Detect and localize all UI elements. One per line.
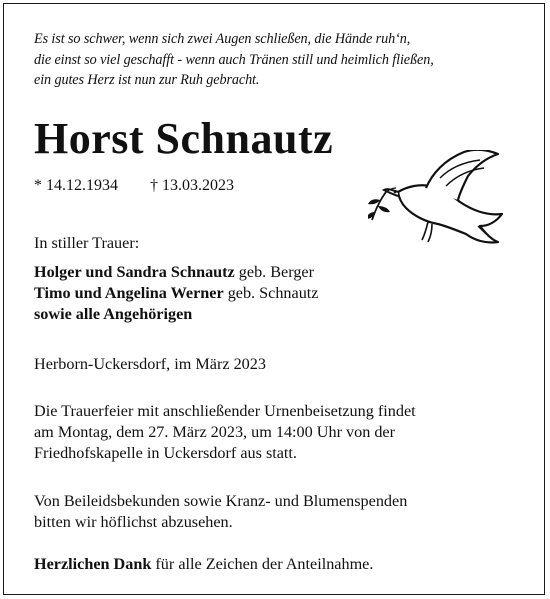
poem-line: Es ist so schwer, wenn sich zwei Augen schließen, die Hände ruh‘n, <box>34 31 411 47</box>
mourner-name: Holger und Sandra Schnautz <box>34 263 235 281</box>
deceased-name: Horst Schnautz <box>34 114 334 163</box>
mourner-entry <box>34 304 319 325</box>
mourning-intro: In stiller Trauer: <box>34 234 140 252</box>
condolences-line: bitten wir höflichst abzusehen. <box>34 513 233 531</box>
thanks-rest: für alle Zeichen der Anteilnahme. <box>151 555 374 573</box>
dove-with-olive-branch-icon <box>368 150 508 250</box>
poem-line: ein gutes Herz ist nun zur Ruh gebracht. <box>34 72 260 88</box>
thanks-bold: Herzlichen Dank <box>34 555 152 573</box>
ceremony-line: Friedhofskapelle in Uckersdorf aus statt. <box>34 444 297 462</box>
mourner-entry <box>34 262 319 283</box>
mourner-name: Timo und Angelina Werner <box>34 284 224 302</box>
mourner-note: geb. Schnautz <box>223 284 319 302</box>
condolences-note <box>34 491 407 533</box>
condolences-line: Von Beileidsbekunden sowie Kranz- und Blumenspenden <box>34 492 408 510</box>
birth-date: * 14.12.1934 <box>34 177 118 194</box>
mourners-list <box>34 262 319 325</box>
mourner-name: sowie alle Angehörigen <box>34 305 193 323</box>
life-dates <box>34 177 234 195</box>
ceremony-line: am Montag, dem 27. März 2023, um 14:00 Uhr von der <box>34 423 396 441</box>
mourner-entry <box>34 283 319 304</box>
mourner-note: geb. Berger <box>234 263 315 281</box>
poem-line: die einst so viel geschafft - wenn auch Tränen still und heimlich fließen, <box>34 51 434 68</box>
ceremony-line: Die Trauerfeier mit anschließender Urnenbeisetzung findet <box>34 402 416 420</box>
place-date: Herborn-Uckersdorf, im März 2023 <box>34 355 266 373</box>
ceremony-details <box>34 401 416 464</box>
memorial-poem <box>34 29 534 91</box>
thanks-line <box>34 554 373 575</box>
death-date: † 13.03.2023 <box>150 177 234 194</box>
